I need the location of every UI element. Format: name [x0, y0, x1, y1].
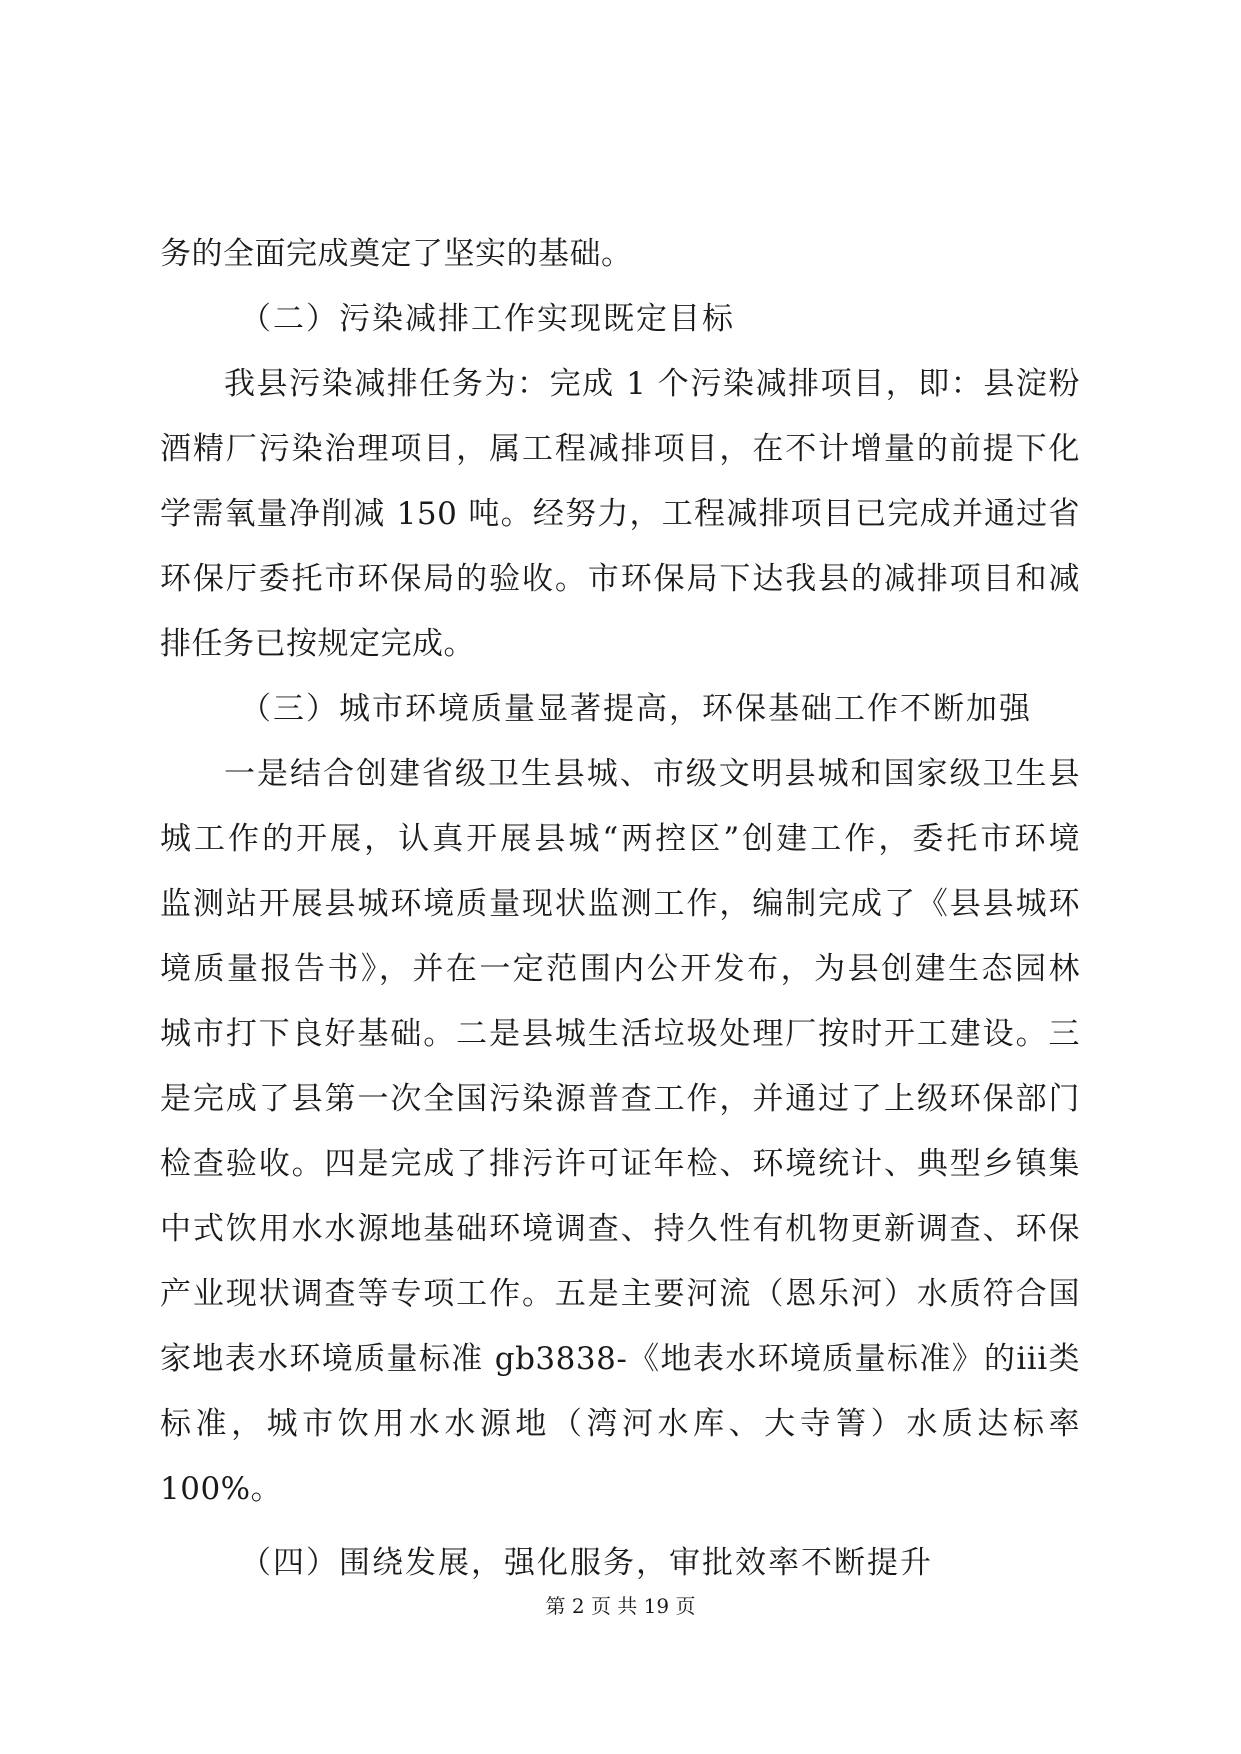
- spacer: [160, 1522, 1080, 1531]
- document-body: [160, 222, 1080, 1596]
- paragraph-line: 标准，城市饮用水水源地（湾河水库、大寺箐）水质达标率: [160, 1406, 1080, 1442]
- paragraph-line: 我县污染减排任务为：完成 1 个污染减排项目，即：县淀粉: [224, 366, 1080, 402]
- paragraph-line: 中式饮用水水源地基础环境调查、持久性有机物更新调查、环保: [160, 1211, 1080, 1247]
- page-number-footer: 第 2 页 共 19 页: [545, 1594, 696, 1618]
- paragraph-line: 酒精厂污染治理项目，属工程减排项目，在不计增量的前提下化: [160, 431, 1080, 467]
- section-heading: （二）污染减排工作实现既定目标: [240, 301, 735, 337]
- paragraph-line: 环保厅委托市环保局的验收。市环保局下达我县的减排项目和减: [160, 561, 1080, 597]
- paragraph-line: 家地表水环境质量标准 gb3838-《地表水环境质量标准》的iii类: [160, 1341, 1080, 1377]
- paragraph-line: 是完成了县第一次全国污染源普查工作，并通过了上级环保部门: [160, 1081, 1080, 1117]
- paragraph-line: 产业现状调查等专项工作。五是主要河流（恩乐河）水质符合国: [160, 1276, 1080, 1312]
- paragraph-line: 检查验收。四是完成了排污许可证年检、环境统计、典型乡镇集: [160, 1146, 1080, 1182]
- paragraph-line: 排任务已按规定完成。: [160, 626, 475, 662]
- paragraph-line: 城工作的开展，认真开展县城“两控区”创建工作，委托市环境: [160, 821, 1080, 857]
- paragraph-line: 监测站开展县城环境质量现状监测工作，编制完成了《县县城环: [160, 886, 1080, 922]
- paragraph-line: 学需氧量净削减 150 吨。经努力，工程减排项目已完成并通过省: [160, 496, 1080, 532]
- paragraph-line: 100%。: [160, 1471, 283, 1507]
- section-heading: （三）城市环境质量显著提高，环保基础工作不断加强: [240, 691, 1032, 727]
- paragraph-line: 境质量报告书》，并在一定范围内公开发布，为县创建生态园林: [160, 951, 1080, 987]
- section-heading: （四）围绕发展，强化服务，审批效率不断提升: [240, 1545, 933, 1581]
- paragraph-line: 务的全面完成奠定了坚实的基础。: [160, 236, 633, 272]
- paragraph-line: 一是结合创建省级卫生县城、市级文明县城和国家级卫生县: [224, 756, 1080, 792]
- paragraph-line: 城市打下良好基础。二是县城生活垃圾处理厂按时开工建设。三: [160, 1016, 1080, 1052]
